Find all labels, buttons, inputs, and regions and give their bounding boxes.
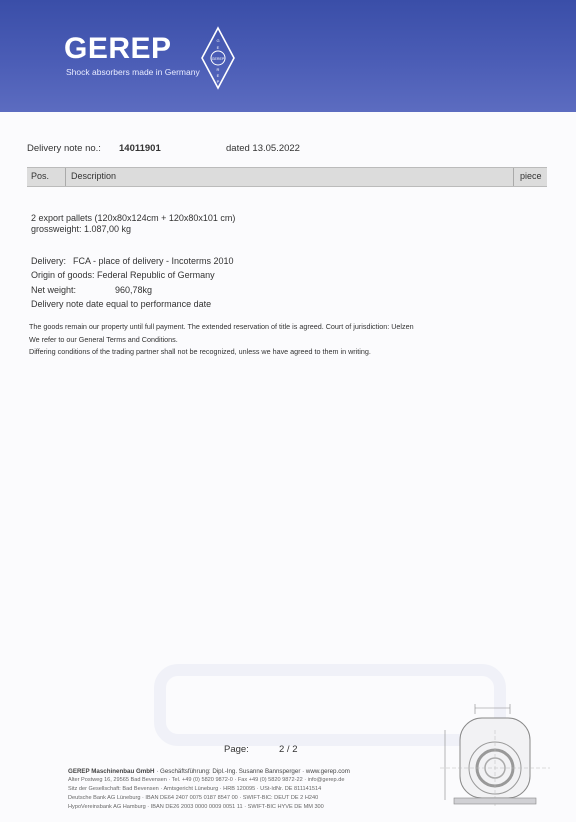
logo-inner-text: GEREP: [211, 57, 225, 61]
col-divider: [513, 168, 514, 186]
footer-company-details: · Geschäftsführung: Dipl.-Ing. Susanne Bannsperger · www.gerep.com: [156, 768, 350, 775]
table-header: [27, 167, 547, 187]
footer-company-line: [68, 768, 350, 775]
footer-registry: Sitz der Gesellschaft: Bad Bevensen · Amtsgericht Lüneburg · HRB 120095 · USt-IdNr. DE 811141514: [68, 786, 322, 792]
page-label: Page:: [224, 744, 249, 755]
gerep-diamond-logo: [200, 26, 236, 90]
delivery-terms-value: FCA - place of delivery - Incoterms 2010: [73, 256, 234, 266]
item-pallets: 2 export pallets (120x80x124cm + 120x80x101 cm): [31, 213, 236, 223]
delivery-note-label: Delivery note no.:: [27, 143, 101, 154]
legal-reservation: The goods remain our property until full payment. The extended reservation of title is agreed. Court of jurisdiction: Uelzen: [29, 322, 414, 331]
net-weight-value: 960,78kg: [115, 285, 153, 295]
col-divider: [65, 168, 66, 186]
logo-letter-r: R: [216, 67, 220, 72]
footer-company-name: GEREP Maschinenbau GmbH: [68, 768, 155, 775]
logo-letter-p: P: [216, 79, 220, 84]
logo-letter-e2: E: [216, 73, 220, 78]
col-header-description: Description: [71, 171, 117, 181]
logo-letter-g: G: [216, 38, 220, 43]
footer-bank-1: Deutsche Bank AG Lüneburg · IBAN DE64 2407 0075 0187 8547 00 · SWIFT-BIC: DEUT DE 2 H240: [68, 795, 319, 801]
item-grossweight: grossweight: 1.087,00 kg: [31, 224, 132, 234]
col-header-piece: piece: [520, 171, 542, 181]
legal-differing-conditions: Differing conditions of the trading partner shall not be recognized, unless we have agreed to them in writing.: [29, 347, 371, 356]
header-band: [0, 0, 576, 112]
footer-bank-2: HypoVereinsbank AG Hamburg · IBAN DE26 2003 0000 0009 0051 11 · SWIFT-BIC HYVE DE MM 300: [68, 804, 324, 810]
logo-letter-e1: E: [216, 45, 220, 50]
delivery-terms-label: Delivery:: [31, 256, 67, 266]
delivery-note-date: dated 13.05.2022: [226, 143, 300, 154]
page-number: 2 / 2: [279, 744, 298, 755]
delivery-note-number: 14011901: [119, 143, 161, 154]
legal-terms: We refer to our General Terms and Conditions.: [29, 335, 178, 344]
shock-absorber-drawing-icon: [440, 700, 550, 810]
col-header-pos: Pos.: [31, 171, 50, 181]
performance-date-note: Delivery note date equal to performance date: [31, 299, 212, 309]
brand-logo-text: GEREP: [64, 32, 172, 65]
net-weight-label: Net weight:: [31, 285, 77, 295]
origin-of-goods: Origin of goods: Federal Republic of Germany: [31, 270, 215, 280]
footer-address: Alter Postweg 16, 29565 Bad Bevensen · Tel. +49 (0) 5820 9872-0 · Fax +49 (0) 5820 9872-22 · info@gerep.de: [68, 777, 345, 783]
brand-tagline: Shock absorbers made in Germany: [66, 67, 200, 77]
